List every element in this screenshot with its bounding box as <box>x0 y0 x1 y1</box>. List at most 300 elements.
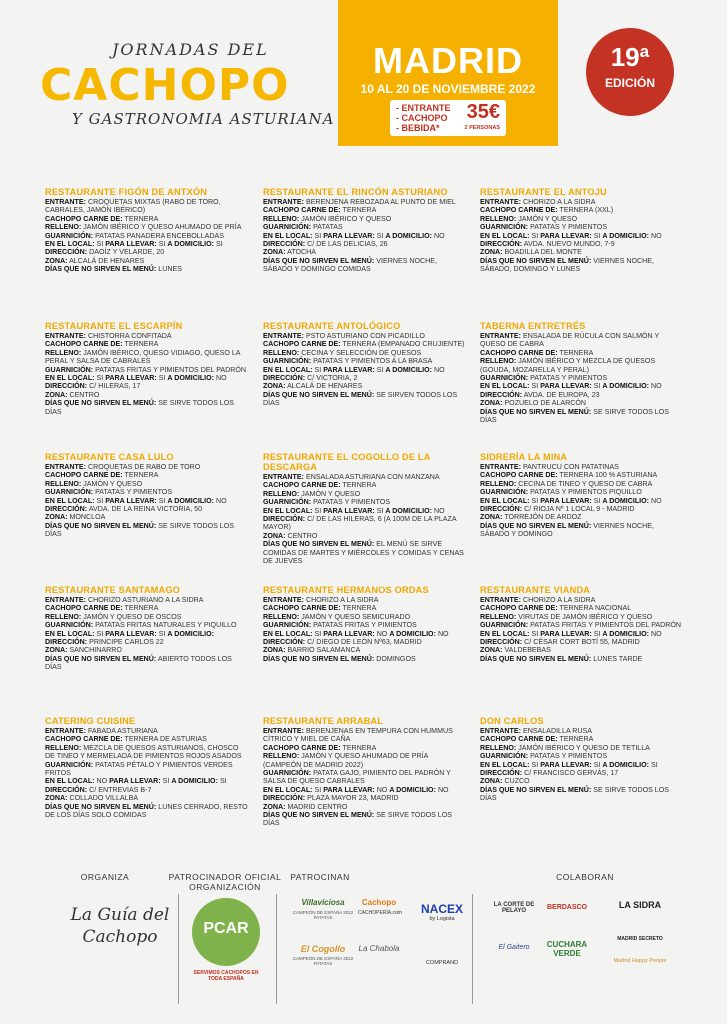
field-value: NO <box>651 231 662 240</box>
restaurant-detail <box>480 215 685 223</box>
field-value: POZUELO DE ALARCÓN <box>504 399 587 408</box>
field-value: SI <box>96 374 104 383</box>
restaurant-detail <box>45 638 250 646</box>
field-value: C/ ENTREVIAS B-7 <box>89 785 152 794</box>
restaurant-card <box>263 585 468 663</box>
field-label: CACHOPO CARNE DE: <box>480 604 558 613</box>
field-value: TERNERA (EMPANADO CRUJIENTE) <box>342 340 465 349</box>
collaborators-heading: COLABORAN <box>556 872 614 882</box>
restaurant-detail <box>480 497 685 505</box>
restaurant-detail <box>45 727 250 735</box>
field-label: RELLENO: <box>263 489 300 498</box>
field-value: SI <box>531 629 539 638</box>
sponsor-logo: Cachopo <box>361 898 397 907</box>
field-value: NO <box>376 785 388 794</box>
sponsor-logo: La Chabola <box>358 944 400 953</box>
restaurant-name: CATERING CUISINE <box>45 716 136 726</box>
field-value: AVDA. NUEVO MUNDO, 7-9 <box>523 240 615 249</box>
field-label: GUARNICIÓN: <box>45 621 94 630</box>
field-value: JAMÓN Y QUESO <box>518 214 578 223</box>
restaurant-detail <box>263 621 468 629</box>
field-label: ZONA: <box>263 802 286 811</box>
restaurant-detail <box>480 382 685 390</box>
field-value: VIRUTAS DE JAMÓN IBÉRICO Y QUESO <box>518 612 653 621</box>
field-label: DÍAS QUE NO SIRVEN EL MENÚ: <box>263 811 375 820</box>
field-label: DÍAS QUE NO SIRVEN EL MENÚ: <box>45 654 157 663</box>
restaurant-name: DON CARLOS <box>480 716 544 726</box>
field-value: CENTRO <box>287 531 318 540</box>
restaurant-detail <box>45 630 250 638</box>
restaurant-detail <box>480 744 685 752</box>
event-banner <box>338 0 558 146</box>
restaurant-detail <box>480 248 685 256</box>
field-value: SI <box>593 231 601 240</box>
restaurant-detail <box>45 761 250 778</box>
field-value: NO <box>437 785 449 794</box>
field-value: SI <box>314 629 322 638</box>
restaurant-detail <box>45 621 250 629</box>
sponsor-caption: by Logista <box>429 916 455 922</box>
field-value: CECINA Y SELECCIÓN DE QUESOS <box>301 348 422 357</box>
field-value: SE SIRVE TODOS LOS DÍAS <box>45 399 234 416</box>
field-value: BARRIO SALAMANCA <box>287 646 361 655</box>
field-value: NO <box>96 777 108 786</box>
field-label: RELLENO: <box>480 479 517 488</box>
restaurant-detail <box>45 803 250 820</box>
field-value: TORREJÓN DE ARDOZ <box>504 513 582 522</box>
field-value: SI <box>158 629 166 638</box>
sponsor-logo: NACEX <box>420 902 463 916</box>
field-label: ENTRANTE: <box>263 198 304 206</box>
field-label: A DOMICILIO: <box>167 496 215 505</box>
edition-label: EDICIÓN <box>604 76 655 90</box>
restaurant-detail <box>263 532 468 540</box>
field-label: ZONA: <box>45 390 68 399</box>
field-label: ENTRANTE: <box>480 463 521 471</box>
restaurant-name: RESTAURANTE HERMANOS ORDAS <box>263 585 429 595</box>
field-label: ENTRANTE: <box>45 198 86 206</box>
field-label: CACHOPO CARNE DE: <box>45 604 123 613</box>
field-value: JAMÓN IBÉRICO Y QUESO DE TETILLA <box>518 743 650 752</box>
field-value: TERNERA 100 % ASTURIANA <box>559 471 658 480</box>
restaurant-detail <box>45 332 250 340</box>
field-label: ENTRANTE: <box>480 198 521 206</box>
restaurant-detail <box>263 638 468 646</box>
field-value: JAMÓN Y QUESO <box>301 489 361 498</box>
field-label: EN EL LOCAL: <box>45 374 95 383</box>
field-label: PARA LLEVAR: <box>105 240 157 249</box>
restaurant-name: RESTAURANTE EL ESCARPÍN <box>45 321 183 331</box>
field-value: PATATAS Y PIMIENTOS <box>530 374 608 383</box>
field-label: ENTRANTE: <box>45 727 86 735</box>
restaurant-detail <box>263 613 468 621</box>
logo-main-text: CACHOPO <box>40 60 290 111</box>
field-label: EN EL LOCAL: <box>480 231 530 240</box>
restaurant-detail <box>480 332 685 349</box>
restaurant-detail <box>480 735 685 743</box>
field-value: CHORIZO ASTURIANO A LA SIDRA <box>87 596 204 604</box>
field-value: SI <box>531 231 539 240</box>
field-label: GUARNICIÓN: <box>480 752 529 761</box>
restaurant-card <box>263 187 468 274</box>
field-value: NO <box>437 629 449 638</box>
field-label: PARA LLEVAR: <box>540 760 592 769</box>
restaurant-detail <box>263 630 468 638</box>
field-value: LUNES CERRADO, RESTO DE LOS DÍAS SOLO COMIDAS <box>45 802 248 820</box>
field-label: PARA LLEVAR: <box>323 365 375 374</box>
field-label: A DOMICILIO: <box>602 496 650 505</box>
field-label: DIRECCIÓN: <box>263 638 306 647</box>
restaurant-detail <box>45 488 250 496</box>
restaurant-detail <box>480 374 685 382</box>
restaurant-detail <box>263 490 468 498</box>
field-label: ENTRANTE: <box>45 463 86 471</box>
restaurant-detail <box>263 232 468 240</box>
field-value: PANTRUCU CON PATATINAS <box>522 463 619 471</box>
field-value: SE SIRVE TODOS LOS DÍAS <box>263 811 452 828</box>
restaurant-detail <box>480 638 685 646</box>
restaurant-card <box>45 452 250 539</box>
field-label: RELLENO: <box>480 612 517 621</box>
restaurant-detail <box>480 596 685 604</box>
logo-top-text: JORNADAS DEL <box>112 40 269 59</box>
restaurant-detail <box>263 248 468 256</box>
restaurant-detail <box>45 382 250 390</box>
field-value: DAOÍZ Y VELARDE, 20 <box>89 248 165 257</box>
restaurant-detail <box>480 655 685 663</box>
field-value: NO <box>434 506 445 515</box>
field-value: PATATAS Y PIMIENTOS <box>530 752 608 761</box>
field-value: ATOCHA <box>287 248 316 257</box>
field-value: PRINCIPE CARLOS 22 <box>89 638 164 647</box>
field-label: DIRECCIÓN: <box>480 240 523 249</box>
restaurant-detail <box>45 223 250 231</box>
field-value: NO <box>376 629 388 638</box>
restaurant-detail <box>480 471 685 479</box>
sponsor-logo: El Cogollo <box>300 944 346 954</box>
field-value: JAMÓN IBÉRICO Y QUESO AHUMADO DE PRÍA <box>83 223 242 232</box>
field-label: GUARNICIÓN: <box>263 223 312 232</box>
collaborator-logo: El Gaitero <box>498 944 530 951</box>
restaurant-name: RESTAURANTE FIGÓN DE ANTXÓN <box>45 187 208 197</box>
field-label: A DOMICILIO: <box>167 240 215 249</box>
field-label: RELLENO: <box>480 357 517 366</box>
field-label: ENTRANTE: <box>263 473 304 481</box>
price-note: 2 PERSONAS <box>464 125 500 131</box>
field-value: TERNERA NACIONAL <box>559 604 632 613</box>
field-label: DIRECCIÓN: <box>45 248 88 257</box>
restaurant-detail <box>263 811 468 828</box>
field-label: GUARNICIÓN: <box>480 374 529 383</box>
restaurant-detail <box>263 786 468 794</box>
field-value: PATATAS FRITAS Y PIMIENTOS DEL PADRÓN <box>95 365 247 374</box>
field-label: RELLENO: <box>45 743 82 752</box>
restaurant-detail <box>263 332 468 340</box>
field-value: JAMÓN IBÉRICO Y QUESO <box>301 214 392 223</box>
edition-badge <box>586 28 674 116</box>
field-label: ZONA: <box>480 248 503 257</box>
field-label: RELLENO: <box>480 214 517 223</box>
organiza-heading: ORGANIZA <box>80 872 130 882</box>
field-label: DÍAS QUE NO SIRVEN EL MENÚ: <box>263 256 375 265</box>
field-label: CACHOPO CARNE DE: <box>263 604 341 613</box>
field-value: TERNERA <box>559 348 594 357</box>
restaurant-detail <box>480 786 685 803</box>
field-label: CACHOPO CARNE DE: <box>45 340 123 349</box>
field-value: SI <box>216 240 223 249</box>
field-label: A DOMICILIO: <box>389 629 436 638</box>
field-label: ENTRANTE: <box>45 332 86 340</box>
field-label: CACHOPO CARNE DE: <box>45 214 123 223</box>
field-value: BERENJENAS EN TEMPURA CON HUMMUS CÍTRICO Y MIEL DE CAÑA <box>263 727 453 744</box>
field-label: EN EL LOCAL: <box>480 760 530 769</box>
field-label: CACHOPO CARNE DE: <box>480 735 558 744</box>
field-label: DIRECCIÓN: <box>263 240 306 249</box>
field-label: DÍAS QUE NO SIRVEN EL MENÚ: <box>480 521 592 530</box>
restaurant-detail <box>263 198 468 206</box>
field-label: DIRECCIÓN: <box>480 390 523 399</box>
field-value: SI <box>593 760 601 769</box>
field-value: C/ DIEGO DE LEÓN Nº63, MADRID <box>307 638 422 647</box>
restaurant-detail <box>263 540 468 565</box>
field-label: DIRECCIÓN: <box>45 638 88 647</box>
field-label: PARA LLEVAR: <box>323 785 375 794</box>
field-label: ENTRANTE: <box>263 332 304 340</box>
price-card <box>390 100 506 136</box>
restaurant-detail <box>45 232 250 240</box>
field-label: GUARNICIÓN: <box>480 223 529 232</box>
restaurant-detail <box>480 630 685 638</box>
field-value: SI <box>593 496 601 505</box>
restaurant-detail <box>480 223 685 231</box>
restaurant-detail <box>480 646 685 654</box>
field-value: SE SIRVE TODOS LOS DÍAS <box>480 785 669 803</box>
field-label: ZONA: <box>263 531 286 540</box>
field-value: ENSALADA ASTURIANA CON MANZANA <box>305 473 440 481</box>
field-label: A DOMICILIO: <box>602 231 650 240</box>
restaurant-detail <box>45 480 250 488</box>
field-label: GUARNICIÓN: <box>263 769 312 778</box>
field-value: TERNERA <box>124 604 159 613</box>
field-label: CACHOPO CARNE DE: <box>480 348 558 357</box>
restaurant-detail <box>45 257 250 265</box>
restaurant-detail <box>263 357 468 365</box>
restaurant-detail <box>480 357 685 374</box>
field-label: EN EL LOCAL: <box>45 496 95 505</box>
collaborator-logo: LA SIDRA <box>618 900 662 910</box>
field-label: ZONA: <box>45 513 68 522</box>
restaurant-card <box>45 321 250 416</box>
field-label: DÍAS QUE NO SIRVEN EL MENÚ: <box>45 802 157 811</box>
field-value: NO <box>216 496 227 505</box>
logo-bottom-text: Y GASTRONOMIA ASTURIANA <box>72 110 335 128</box>
field-value: SI <box>158 496 166 505</box>
field-value: PATATAS Y PIMIENTOS <box>313 498 391 507</box>
field-value: SI <box>314 785 322 794</box>
divider <box>178 894 179 1004</box>
restaurant-detail <box>263 596 468 604</box>
field-label: RELLENO: <box>480 743 517 752</box>
field-value: CECINA DE TINEO Y QUESO DE CABRA <box>518 479 653 488</box>
restaurant-detail <box>263 349 468 357</box>
field-label: EN EL LOCAL: <box>263 231 313 240</box>
restaurant-detail <box>263 752 468 769</box>
field-label: ZONA: <box>45 256 68 265</box>
restaurant-detail <box>263 498 468 506</box>
field-value: SI <box>96 629 104 638</box>
restaurant-name: TABERNA ENTRETRÉS <box>480 321 586 331</box>
field-label: ZONA: <box>263 646 286 655</box>
footer <box>0 862 727 1024</box>
edition-number: 19ª <box>610 42 650 72</box>
restaurant-detail <box>45 513 250 521</box>
restaurant-detail <box>45 786 250 794</box>
field-label: DÍAS QUE NO SIRVEN EL MENÚ: <box>263 390 375 399</box>
restaurant-detail <box>45 497 250 505</box>
field-label: PARA LLEVAR: <box>540 496 592 505</box>
field-value: NO <box>651 496 662 505</box>
field-value: SI <box>531 382 539 391</box>
field-label: RELLENO: <box>45 223 82 232</box>
field-label: DIRECCIÓN: <box>263 515 306 524</box>
field-label: RELLENO: <box>263 348 300 357</box>
field-value: CHORIZO A LA SIDRA <box>522 198 596 206</box>
restaurant-detail <box>45 522 250 539</box>
field-label: EN EL LOCAL: <box>45 240 95 249</box>
restaurant-detail <box>263 215 468 223</box>
collaborator-logo: Madrid Happy People <box>613 958 667 964</box>
restaurant-detail <box>480 408 685 425</box>
field-value: JAMÓN Y QUESO <box>83 479 143 488</box>
restaurant-detail <box>480 206 685 214</box>
collaborator-logo: LA CORTE DE PELAYO <box>493 902 535 914</box>
field-label: A DOMICILIO: <box>602 629 650 638</box>
field-label: CACHOPO CARNE DE: <box>263 206 341 215</box>
restaurant-detail <box>480 513 685 521</box>
restaurant-detail <box>263 391 468 408</box>
field-label: ENTRANTE: <box>480 596 521 604</box>
restaurant-detail <box>263 382 468 390</box>
field-value: SI <box>314 506 322 515</box>
field-value: C/ RIOJA Nº 1 LOCAL 9 - MADRID <box>524 505 635 514</box>
restaurant-detail <box>45 366 250 374</box>
field-label: ENTRANTE: <box>263 596 304 604</box>
field-label: RELLENO: <box>45 348 82 357</box>
restaurant-detail <box>263 794 468 802</box>
field-value: SI <box>376 231 384 240</box>
field-value: TERNERA <box>124 471 159 480</box>
restaurant-detail <box>45 399 250 416</box>
restaurant-card <box>45 585 250 672</box>
restaurant-card <box>480 452 685 539</box>
field-label: A DOMICILIO: <box>602 760 650 769</box>
field-label: PARA LLEVAR: <box>540 231 592 240</box>
event-dates: 10 AL 20 DE NOVIEMBRE 2022 <box>360 82 536 96</box>
restaurant-detail <box>480 488 685 496</box>
restaurant-detail <box>480 752 685 760</box>
field-label: EN EL LOCAL: <box>45 777 95 786</box>
field-label: EN EL LOCAL: <box>263 629 313 638</box>
sponsors-heading: PATROCINAN <box>290 872 350 882</box>
pcar-logo-text: PCAR <box>203 920 249 937</box>
field-label: PARA LLEVAR: <box>105 496 157 505</box>
restaurant-detail <box>263 257 468 274</box>
field-label: ZONA: <box>480 399 503 408</box>
restaurant-detail <box>480 761 685 769</box>
menu-items-list <box>396 103 451 133</box>
restaurant-detail <box>263 655 468 663</box>
field-value: CHORIZO A LA SIDRA <box>522 596 596 604</box>
field-value: NO <box>651 629 662 638</box>
field-label: CACHOPO CARNE DE: <box>480 206 558 215</box>
sponsor-caption: CAMPEÓN DE ESPAÑA 2022 PATATAS <box>292 956 354 966</box>
field-value: CENTRO <box>69 390 100 399</box>
header <box>0 0 727 160</box>
restaurant-detail <box>45 349 250 366</box>
field-value: SANCHINARRO <box>69 646 122 655</box>
restaurant-name: RESTAURANTE SANTAMAGO <box>45 585 181 595</box>
field-label: ZONA: <box>480 777 503 786</box>
field-label: DÍAS QUE NO SIRVEN EL MENÚ: <box>480 785 592 794</box>
field-value: TERNERA <box>342 743 377 752</box>
restaurant-detail <box>45 744 250 761</box>
field-value: CUZCO <box>504 777 530 786</box>
restaurant-detail <box>480 522 685 539</box>
restaurant-detail <box>45 794 250 802</box>
field-value: COLLADO VILLALBA <box>69 794 139 803</box>
restaurant-detail <box>480 391 685 399</box>
field-label: GUARNICIÓN: <box>45 365 94 374</box>
field-label: DÍAS QUE NO SIRVEN EL MENÚ: <box>263 654 375 663</box>
restaurant-detail <box>45 391 250 399</box>
restaurant-name: RESTAURANTE ANTOLÓGICO <box>263 321 401 331</box>
field-value: PLAZA MAYOR 23, MADRID <box>307 794 399 803</box>
field-value: BERENJENA REBOZADA AL PUNTO DE MIEL <box>305 198 456 206</box>
field-label: RELLENO: <box>45 612 82 621</box>
field-value: SI <box>96 240 104 249</box>
field-label: DIRECCIÓN: <box>45 382 88 391</box>
field-value: PATATAS PANADERA ENCEBOLLADAS <box>95 231 224 240</box>
pcar-caption: SERVIMOS CACHOPOS EN TODA ESPAÑA <box>193 970 259 982</box>
field-value: TERNERA <box>342 604 377 613</box>
field-label: ZONA: <box>480 513 503 522</box>
field-label: EN EL LOCAL: <box>480 382 530 391</box>
field-value: PATATAS FRITAS Y PIMIENTOS DEL PADRÓN <box>530 621 682 630</box>
field-label: DIRECCIÓN: <box>45 505 88 514</box>
field-label: PARA LLEVAR: <box>109 777 161 786</box>
restaurant-card <box>45 187 250 274</box>
field-label: A DOMICILIO: <box>602 382 650 391</box>
field-value: AVDA. DE LA REINA VICTORIA, 50 <box>88 505 203 514</box>
field-value: SI <box>376 506 384 515</box>
field-value: PATATA GAJO, PIMIENTO DEL PADRÓN Y SALSA DE QUESO CABRALES <box>263 769 451 786</box>
field-label: ZONA: <box>45 646 68 655</box>
field-value: PATATAS Y PIMIENTOS <box>95 488 173 497</box>
field-label: DÍAS QUE NO SIRVEN EL MENÚ: <box>263 540 375 549</box>
field-value: VIERNES NOCHE, SÁBADO, DOMINGO Y LUNES <box>480 256 654 274</box>
restaurant-detail <box>480 604 685 612</box>
field-value: SI <box>593 629 601 638</box>
field-value: SI <box>162 777 170 786</box>
restaurant-name: RESTAURANTE CASA LULO <box>45 452 174 462</box>
restaurant-detail <box>480 240 685 248</box>
field-value: SI <box>96 496 104 505</box>
field-label: ZONA: <box>263 382 286 391</box>
divider <box>276 894 277 1004</box>
field-value: TERNERA <box>342 481 377 490</box>
restaurant-detail <box>480 349 685 357</box>
field-value: SI <box>593 382 601 391</box>
